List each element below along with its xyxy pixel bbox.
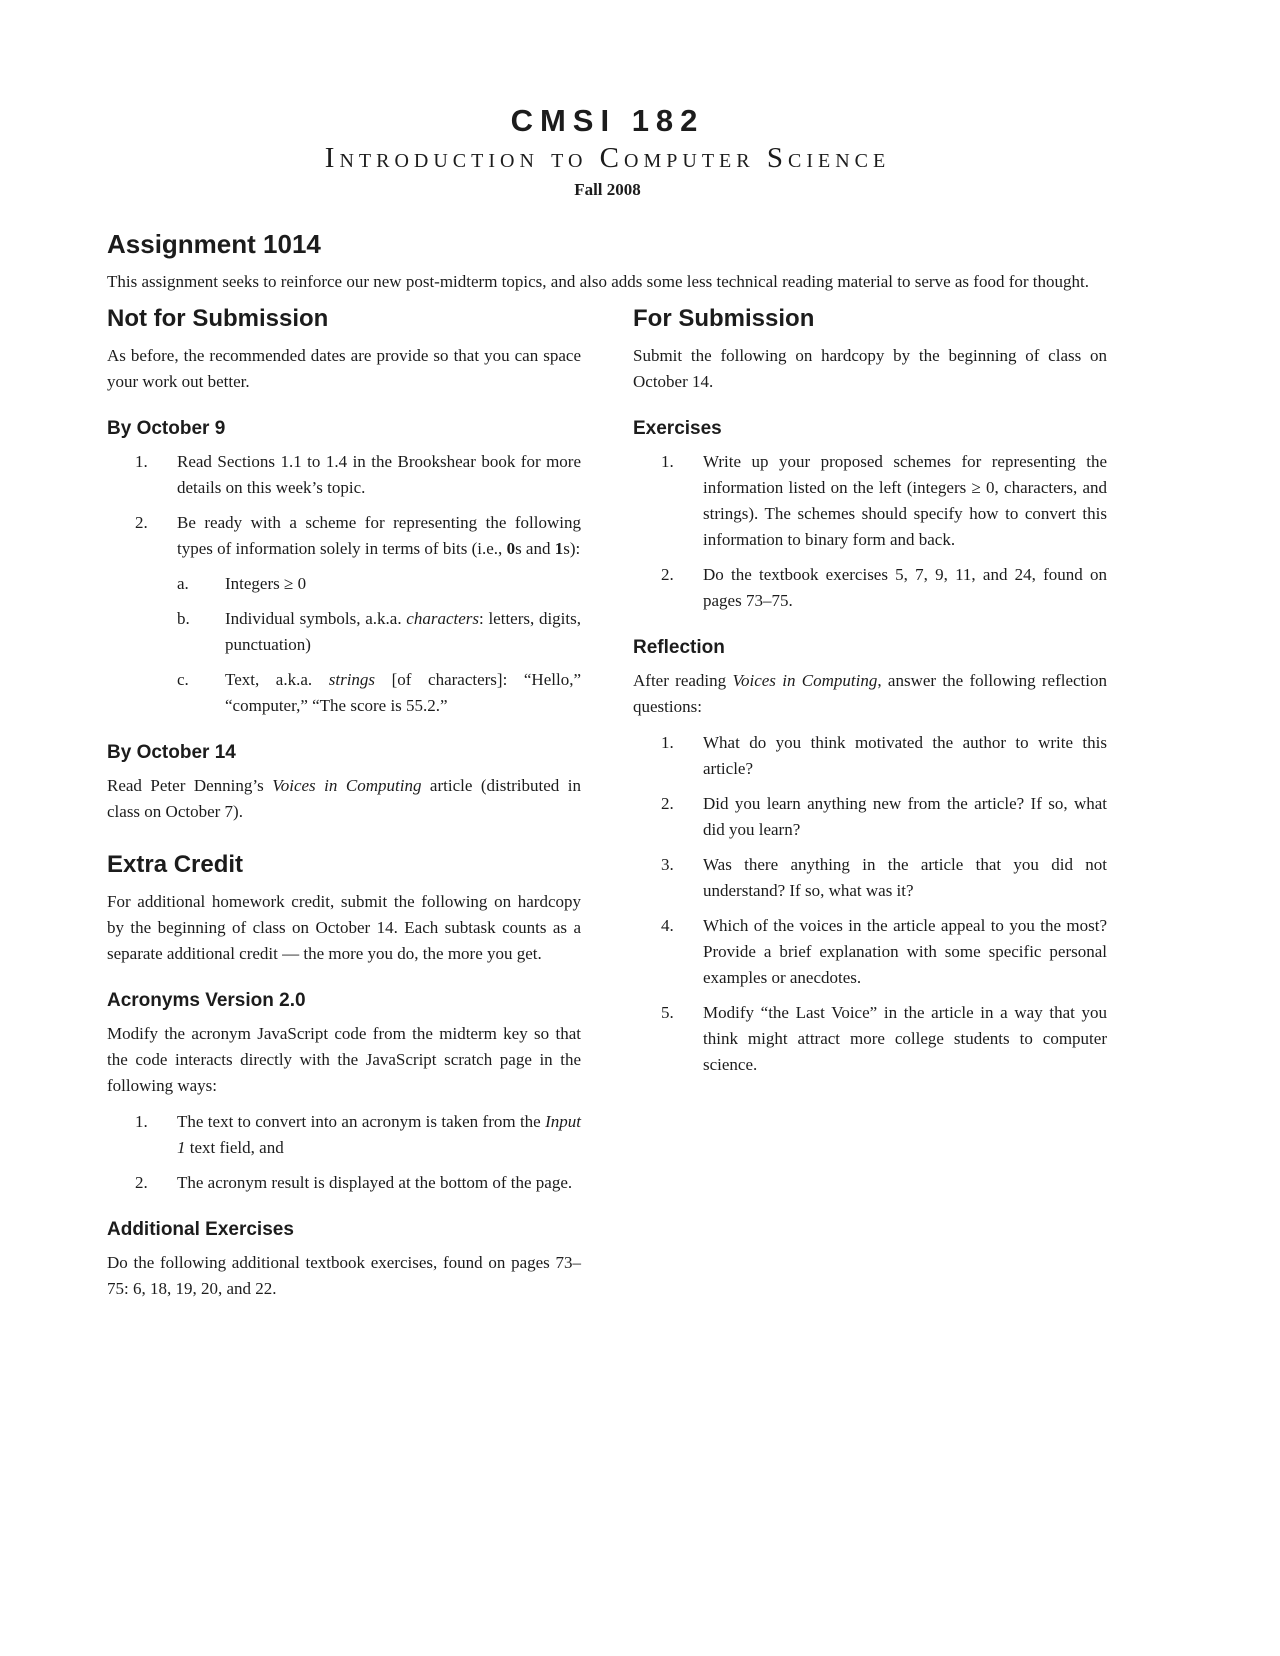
not-for-submission-body: As before, the recommended dates are provide so that you can space your work out better.: [107, 346, 581, 391]
list-item-number: 1.: [135, 1112, 148, 1131]
list-item: [633, 562, 1107, 614]
extra-credit-body: For additional homework credit, submit the following on hardcopy by the beginning of class on October 14. Each subtask counts as a separate additional credit — the more you do, the more you get.: [107, 892, 581, 963]
by-october-14-body: Read Peter Denning’s Voices in Computing article (distributed in class on October 7).: [107, 776, 581, 821]
list-item: [633, 913, 1107, 991]
list-item-number: 3.: [661, 855, 674, 874]
sub-list-item-letter: b.: [177, 609, 190, 628]
list-item-text: The acronym result is displayed at the bottom of the page.: [177, 1173, 573, 1192]
sub-list-item-letter: a.: [177, 574, 189, 593]
list-item-text: Did you learn anything new from the article? If so, what did you learn?: [703, 794, 1107, 839]
list-item-number: 1.: [135, 452, 148, 471]
term-label: Fall 2008: [574, 180, 641, 199]
two-column-layout: [107, 305, 1108, 1312]
sub-list-item-letter: c.: [177, 670, 189, 689]
subheading-by-october-9: By October 9: [107, 418, 226, 439]
subheading-acronyms: Acronyms Version 2.0: [107, 990, 306, 1011]
list-item-text: Modify “the Last Voice” in the article in a way that you think might attract more college students to computer science.: [703, 1003, 1107, 1074]
sub-list-item: [107, 606, 581, 658]
left-column: [107, 305, 581, 1312]
subheading-by-october-14: By October 14: [107, 742, 236, 763]
list-item-number: 2.: [661, 565, 674, 584]
course-title: Introduction to Computer Science: [324, 142, 891, 174]
list-item: [107, 1109, 581, 1161]
sub-list-item: [107, 571, 581, 597]
list-item-number: 1.: [661, 733, 674, 752]
course-code: CMSI 182: [510, 103, 705, 138]
assignment-intro: This assignment seeks to reinforce our new post-midterm topics, and also adds some less technical reading material to serve as food for thought.: [107, 272, 1089, 291]
right-column: [633, 305, 1107, 1087]
sub-list-item-text: Individual symbols, a.k.a. characters: letters, digits, punctuation): [225, 609, 581, 654]
list-item: [633, 791, 1107, 843]
list-item-text: Which of the voices in the article appeal to you the most? Provide a brief explanation with some specific personal examples or anecdotes.: [703, 916, 1107, 987]
list-item: [107, 510, 581, 562]
list-item-number: 5.: [661, 1003, 674, 1022]
sub-list-item-text: Text, a.k.a. strings [of characters]: “Hello,” “computer,” “The score is 55.2.”: [225, 670, 581, 715]
section-heading-for-submission: For Submission: [633, 305, 815, 332]
list-item-text: Write up your proposed schemes for representing the information listed on the left (integers ≥ 0, characters, and strings). The schemes should specify how to convert this information to binary form and back.: [703, 452, 1107, 549]
list-item: [633, 730, 1107, 782]
for-submission-body: Submit the following on hardcopy by the beginning of class on October 14.: [633, 346, 1107, 391]
list-item-text: The text to convert into an acronym is taken from the Input 1 text field, and: [177, 1112, 581, 1157]
list-item-number: 1.: [661, 452, 674, 471]
list-item-number: 2.: [135, 513, 148, 532]
list-item: [633, 1000, 1107, 1078]
assignment-title: Assignment 1014: [107, 229, 321, 259]
list-item-number: 2.: [661, 794, 674, 813]
list-item-text: Do the textbook exercises 5, 7, 9, 11, and 24, found on pages 73–75.: [703, 565, 1107, 610]
subheading-exercises: Exercises: [633, 418, 722, 439]
list-item: [107, 1170, 581, 1196]
sub-list-item-text: Integers ≥ 0: [225, 574, 307, 593]
list-item-text: What do you think motivated the author to write this article?: [703, 733, 1107, 778]
list-item-text: Read Sections 1.1 to 1.4 in the Brookshear book for more details on this week’s topic.: [177, 452, 581, 497]
list-item: [633, 852, 1107, 904]
document-header: [107, 104, 1108, 201]
list-item: [633, 449, 1107, 553]
reflection-intro: After reading Voices in Computing, answer the following reflection questions:: [633, 671, 1108, 716]
subheading-reflection: Reflection: [633, 637, 725, 658]
acronyms-body: Modify the acronym JavaScript code from the midterm key so that the code interacts directly with the JavaScript scratch page in the following ways:: [107, 1024, 581, 1095]
subheading-additional-exercises: Additional Exercises: [107, 1219, 294, 1240]
list-item: [107, 449, 581, 501]
section-heading-not-for-submission: Not for Submission: [107, 305, 329, 332]
list-item-number: 4.: [661, 916, 674, 935]
section-heading-extra-credit: Extra Credit: [107, 851, 244, 878]
list-item-text: Was there anything in the article that you did not understand? If so, what was it?: [703, 855, 1107, 900]
sub-list-item: [107, 667, 581, 719]
list-item-text: Be ready with a scheme for representing the following types of information solely in terms of bits (i.e., 0s and 1s):: [177, 513, 581, 558]
additional-exercises-body: Do the following additional textbook exercises, found on pages 73–75: 6, 18, 19, 20, and 22.: [107, 1253, 581, 1298]
list-item-number: 2.: [135, 1173, 148, 1192]
